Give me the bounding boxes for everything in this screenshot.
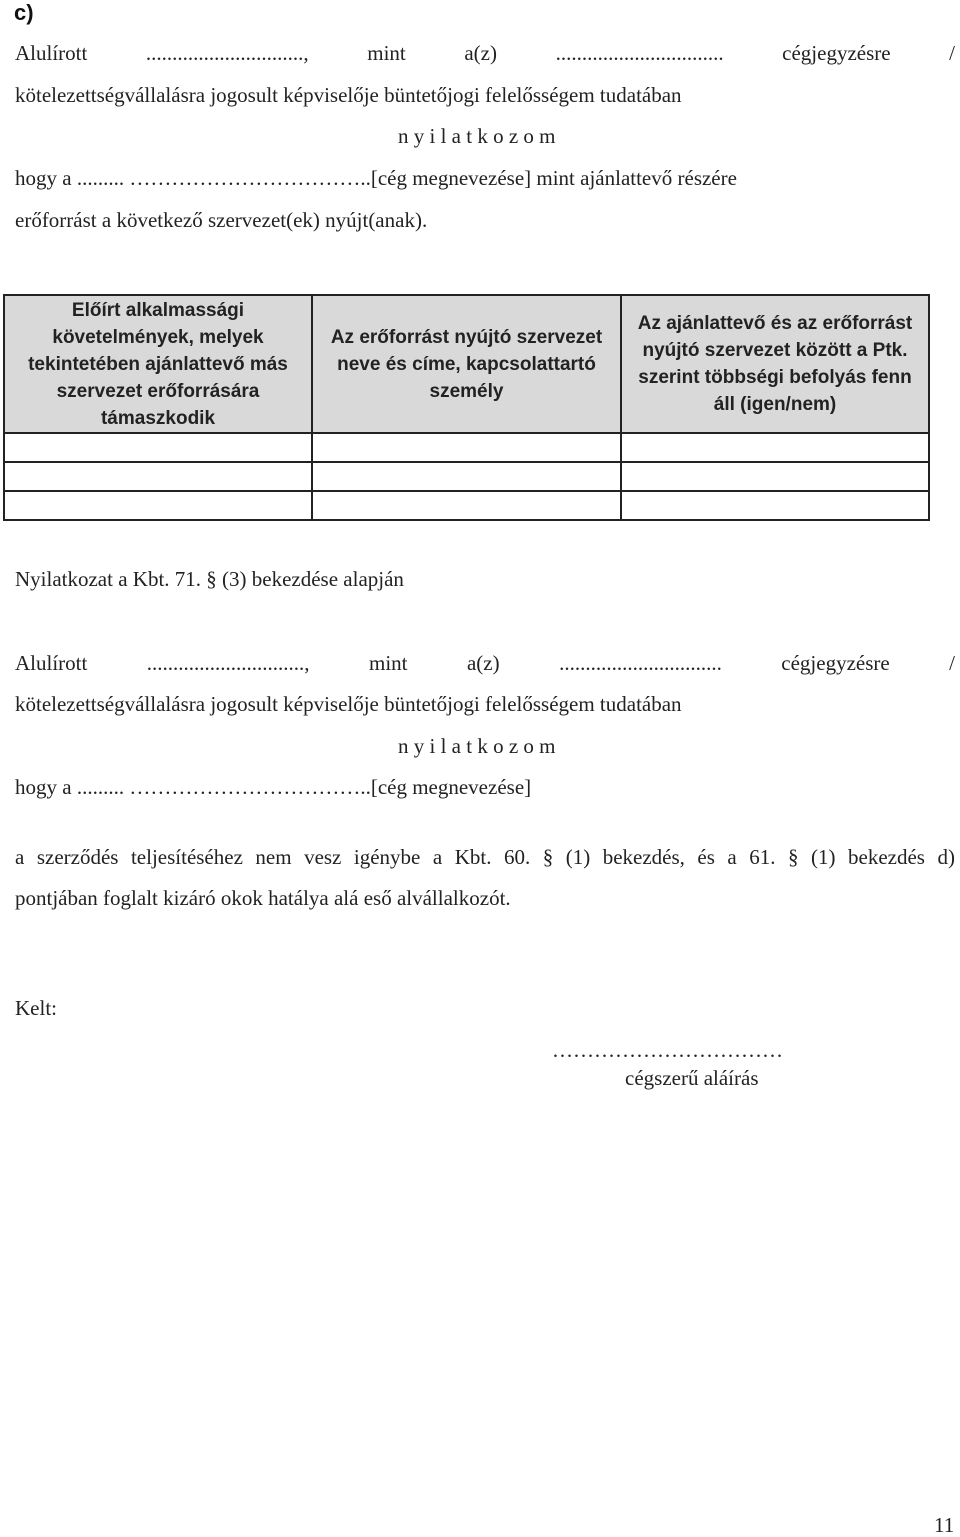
word: bekezdés, [602, 845, 685, 869]
table-cell[interactable] [621, 462, 929, 491]
word: .............................., [146, 651, 310, 675]
word: cégjegyzésre [781, 651, 890, 675]
intro-line-2: kötelezettségvállalásra jogosult képviselője büntetőjogi felelősségem tudatában [15, 83, 682, 107]
word: nem [255, 845, 292, 869]
table-cell[interactable] [312, 491, 621, 520]
company-line: hogy a ......... ……………………………..[cég megnevezése] mint ajánlattevő részére [15, 166, 737, 190]
word: 60. [503, 845, 531, 869]
word: igénybe [353, 845, 421, 869]
word: Alulírott [15, 41, 88, 65]
word: / [949, 41, 955, 65]
table-cell[interactable] [312, 433, 621, 462]
part2-paragraph-line-2: pontjában foglalt kizáró okok hatálya alá eső alvállalkozót. [15, 886, 511, 910]
resource-line: erőforrást a következő szervezet(ek) nyújt(anak). [15, 208, 428, 232]
word: / [949, 651, 955, 675]
word: cégjegyzésre [782, 41, 891, 65]
word: teljesítéséhez [130, 845, 243, 869]
table-cell[interactable] [621, 491, 929, 520]
signature-line: …………………………… [552, 1038, 783, 1062]
word: és [697, 845, 715, 869]
word: a [432, 845, 443, 869]
word: mint [367, 41, 406, 65]
table-cell[interactable] [4, 462, 312, 491]
word: ............................... [559, 651, 722, 675]
signature-label: cégszerű aláírás [625, 1066, 759, 1090]
date-label: Kelt: [15, 996, 57, 1020]
word: Kbt. [454, 845, 492, 869]
word: mint [369, 651, 408, 675]
table-cell[interactable] [4, 433, 312, 462]
word: d) [937, 845, 955, 869]
word: (1) [565, 845, 591, 869]
word: szerződés [36, 845, 119, 869]
word: Alulírott [15, 651, 88, 675]
table-header-requirements: Előírt alkalmassági követelmények, melyek tekintetében ajánlattevő más szervezet erőforrására támaszkodik [4, 295, 312, 433]
part2-heading: Nyilatkozat a Kbt. 71. § (3) bekezdése alapján [15, 567, 404, 591]
word: a [15, 845, 25, 869]
table-row [4, 433, 929, 462]
table-row [4, 462, 929, 491]
intro-line-1 [15, 41, 955, 65]
word: § [542, 845, 554, 869]
word: (1) [811, 845, 836, 869]
section-label: c) [14, 0, 34, 25]
word: ................................ [555, 41, 724, 65]
table-header-provider: Az erőforrást nyújtó szervezet neve és címe, kapcsolattartó személy [312, 295, 621, 433]
table-header-influence: Az ajánlattevő és az erőforrást nyújtó szervezet között a Ptk. szerint többségi befolyás fenn áll (igen/nem) [621, 295, 929, 433]
word: a(z) [464, 41, 497, 65]
table-cell[interactable] [312, 462, 621, 491]
word: 61. [749, 845, 776, 869]
table-cell[interactable] [621, 433, 929, 462]
part2-paragraph-line-1 [15, 845, 955, 869]
part2-declaration: n y i l a t k o z o m [398, 734, 556, 758]
word: a(z) [466, 651, 500, 675]
page-number: 11 [934, 1513, 955, 1537]
word: vesz [304, 845, 342, 869]
word: .............................., [145, 41, 309, 65]
table-row [4, 491, 929, 520]
part2-line-1 [15, 651, 955, 675]
word: § [788, 845, 799, 869]
part2-company-line: hogy a ......... ……………………………..[cég megnevezése] [15, 775, 532, 799]
table-header-row [4, 295, 929, 433]
word: a [727, 845, 737, 869]
table-cell[interactable] [4, 491, 312, 520]
part2-line-2: kötelezettségvállalásra jogosult képviselője büntetőjogi felelősségem tudatában [15, 692, 682, 716]
resource-table [3, 294, 930, 521]
word: bekezdés [848, 845, 925, 869]
declaration-heading: n y i l a t k o z o m [398, 124, 556, 148]
